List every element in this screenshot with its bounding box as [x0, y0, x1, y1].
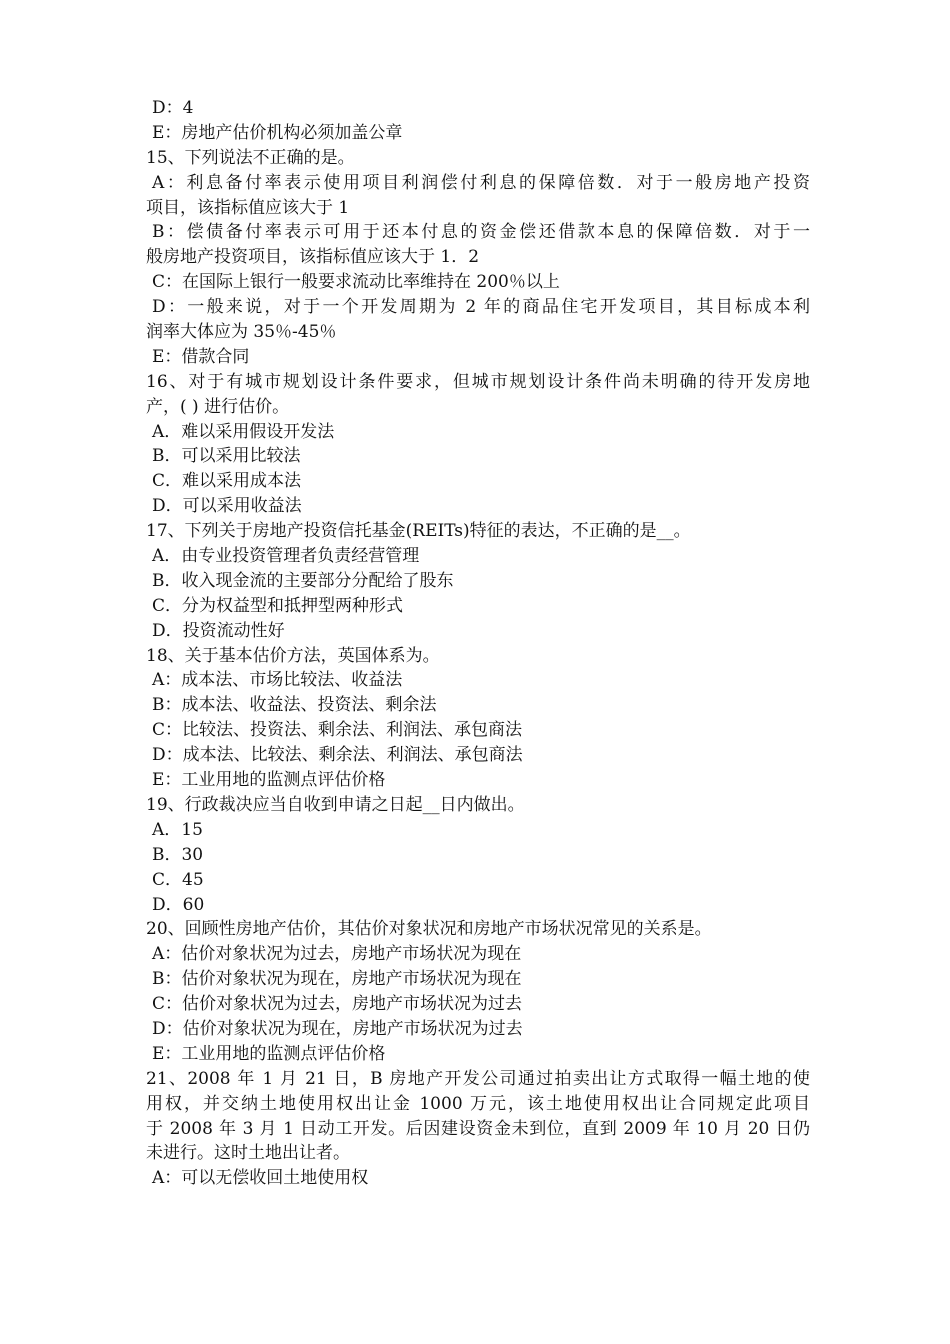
option-line: B：成本法、收益法、投资法、剩余法 — [152, 695, 437, 716]
option-line: A：成本法、市场比较法、收益法 — [152, 670, 403, 691]
question-line: 项目，该指标值应该大于 1 — [146, 197, 350, 218]
option-line: B：估价对象状况为现在，房地产市场状况为现在 — [152, 969, 522, 990]
option-line: D：估价对象状况为现在，房地产市场状况为过去 — [152, 1018, 523, 1039]
question-line: 15、下列说法不正确的是。 — [146, 147, 355, 168]
option-line: A：估价对象状况为过去，房地产市场状况为现在 — [152, 944, 522, 965]
document-body — [146, 96, 810, 1191]
option-line: D：成本法、比较法、剩余法、利润法、承包商法 — [152, 745, 523, 766]
option-line: A．难以采用假设开发法 — [152, 421, 335, 442]
option-line: C：比较法、投资法、剩余法、利润法、承包商法 — [152, 720, 523, 741]
option-line: D．可以采用收益法 — [152, 496, 302, 517]
question-line: 19、行政裁决应当自收到申请之日起__日内做出。 — [146, 794, 525, 815]
option-line: D．60 — [152, 894, 205, 915]
option-line: A．15 — [152, 819, 203, 840]
question-line: 未进行。这时土地出让者。 — [146, 1143, 350, 1164]
question-line: 于 2008 年 3 月 1 日动工开发。后因建设资金未到位，直到 2009 年 10 月 20 日仍 — [146, 1118, 810, 1139]
question-line: 16、对于有城市规划设计条件要求，但城市规划设计条件尚未明确的待开发房地 — [146, 371, 810, 392]
option-line: B．收入现金流的主要部分分配给了股东 — [152, 570, 454, 591]
option-line: A．由专业投资管理者负责经营管理 — [152, 546, 420, 567]
question-line: 21、2008 年 1 月 21 日，B 房地产开发公司通过拍卖出让方式取得一幅土地的使 — [146, 1068, 810, 1089]
option-line: E：借款合同 — [152, 346, 250, 367]
option-line: C．难以采用成本法 — [152, 471, 302, 492]
option-line: C：在国际上银行一般要求流动比率维持在 200％以上 — [152, 272, 560, 293]
question-line: 20、回顾性房地产估价，其估价对象状况和房地产市场状况常见的关系是。 — [146, 919, 712, 940]
option-line: C．45 — [152, 869, 204, 890]
option-line: E：工业用地的监测点评估价格 — [152, 770, 386, 791]
option-line: B．可以采用比较法 — [152, 446, 301, 467]
question-line: 润率大体应为 35％-45％ — [146, 322, 337, 343]
option-line: C：估价对象状况为过去，房地产市场状况为过去 — [152, 994, 523, 1015]
option-line: A：利息备付率表示使用项目利润偿付利息的保障倍数．对于一般房地产投资 — [152, 172, 810, 193]
question-line: 用权，并交纳土地使用权出让金 1000 万元，该土地使用权出让合同规定此项目 — [146, 1093, 810, 1114]
option-line: E：房地产估价机构必须加盖公章 — [152, 122, 403, 143]
option-line: B：偿债备付率表示可用于还本付息的资金偿还借款本息的保障倍数．对于一 — [152, 222, 810, 243]
question-line: 般房地产投资项目，该指标值应该大于 1．2 — [146, 247, 480, 268]
question-line: 18、关于基本估价方法，英国体系为。 — [146, 645, 440, 666]
option-line: D：一般来说，对于一个开发周期为 2 年的商品住宅开发项目，其目标成本利 — [152, 297, 810, 318]
option-line: C．分为权益型和抵押型两种形式 — [152, 595, 404, 616]
option-line: A：可以无偿收回土地使用权 — [152, 1168, 369, 1189]
option-line: D．投资流动性好 — [152, 620, 285, 641]
option-line: D：4 — [152, 98, 194, 118]
question-line: 产，( ) 进行估价。 — [146, 396, 290, 417]
option-line: E：工业用地的监测点评估价格 — [152, 1043, 386, 1064]
option-line: B．30 — [152, 844, 204, 865]
question-line: 17、下列关于房地产投资信托基金(REITs)特征的表达，不正确的是__。 — [146, 521, 691, 542]
